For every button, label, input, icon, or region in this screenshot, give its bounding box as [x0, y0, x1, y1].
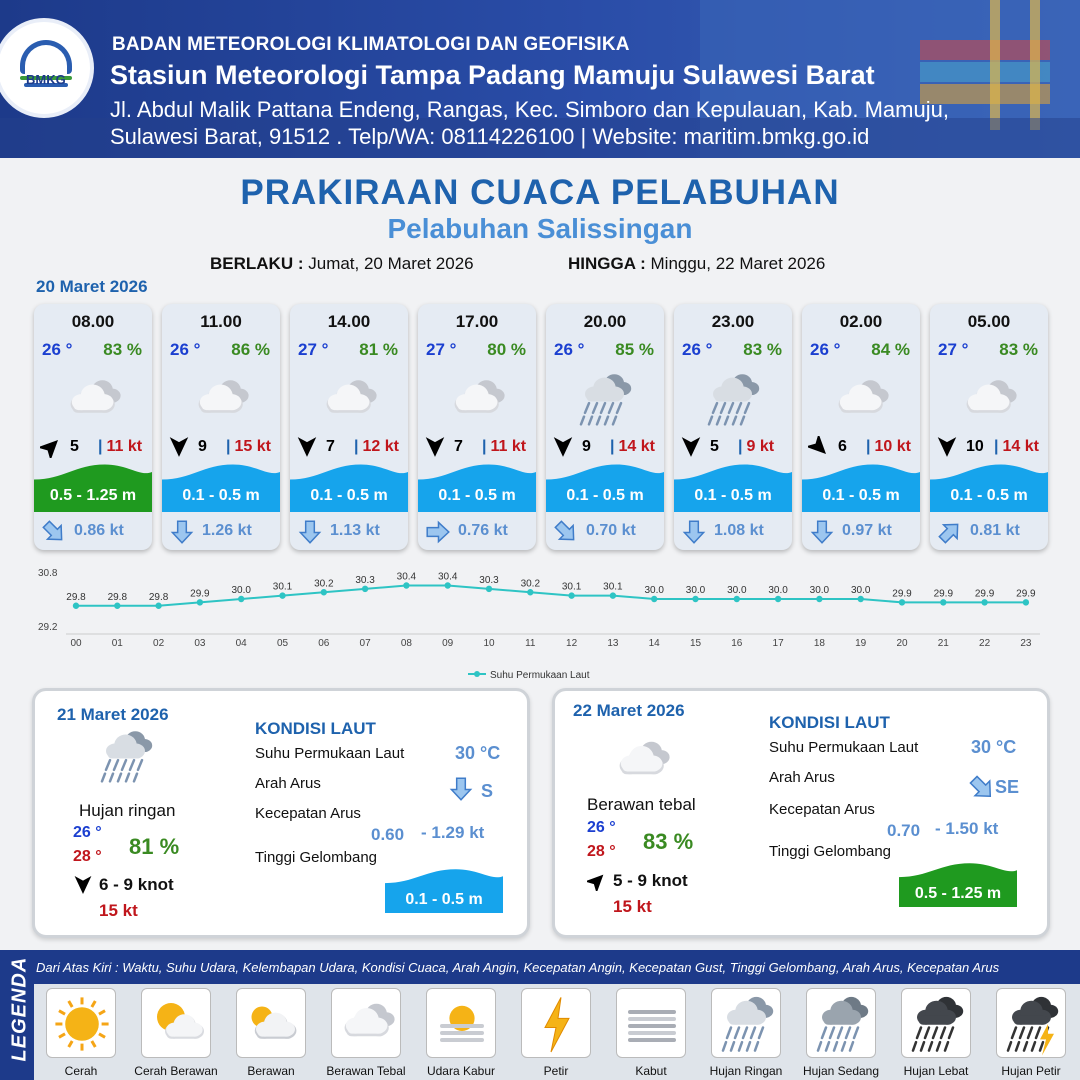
x-tick-label: 09 [442, 638, 454, 649]
current-direction-icon [298, 520, 322, 544]
cerah-berawan-icon [142, 989, 212, 1059]
hujan-lebat-legend-icon [901, 988, 971, 1058]
wind-speed-range: 5 - 9 knot [613, 871, 688, 890]
wind-speed-range: 6 - 9 knot [99, 875, 174, 894]
wind-direction-icon [424, 436, 446, 458]
wave-height: 0.1 - 0.5 m [694, 487, 772, 504]
legend-item-label: Berawan [247, 1064, 295, 1078]
current-direction-icon [426, 520, 450, 544]
current-row [418, 516, 536, 546]
humidity: 85 % [615, 340, 654, 359]
cerah-icon [47, 989, 117, 1059]
sea-condition-title: KONDISI LAUT [255, 719, 376, 738]
current-direction-icon [969, 775, 995, 801]
forecast-time: 08.00 [71, 312, 115, 331]
humidity: 86 % [231, 340, 270, 359]
current-row [546, 516, 664, 546]
temp-max: 28 ° [73, 848, 102, 865]
day1-date: 20 Maret 2026 [36, 277, 148, 296]
x-tick-label: 01 [111, 638, 123, 649]
petir-legend-icon [521, 988, 591, 1058]
current-speed-label: Kecepatan Arus [255, 805, 361, 822]
hujan-lebat-icon [902, 989, 972, 1059]
data-label: 29.9 [190, 588, 210, 600]
data-label: 30.3 [355, 574, 375, 586]
gust-speed: | 9 kt [738, 438, 775, 455]
hujan-ringan-icon [570, 368, 640, 432]
wind-direction-icon [936, 436, 958, 458]
air-temperature: 27 ° [938, 340, 969, 359]
y-tick-label: 30.8 [38, 568, 58, 579]
x-tick-label: 14 [648, 638, 660, 649]
berawan-tebal-icon [954, 368, 1024, 432]
y-tick-label: 29.2 [38, 622, 58, 633]
data-point [238, 596, 244, 602]
data-label: 29.9 [892, 588, 912, 600]
data-point [692, 596, 698, 602]
data-point [362, 586, 368, 592]
x-tick-label: 06 [318, 638, 330, 649]
data-label: 29.9 [974, 588, 995, 600]
data-label: 29.9 [1016, 588, 1036, 600]
wind-direction-icon [296, 436, 318, 458]
current-direction-icon [42, 520, 66, 544]
legend-item-label: Berawan Tebal [326, 1064, 406, 1078]
x-tick-label: 12 [566, 638, 578, 649]
current-direction-value: S [481, 781, 494, 801]
hujan-sedang-icon [807, 989, 877, 1059]
x-tick-label: 20 [896, 638, 908, 649]
x-tick-label: 15 [689, 638, 702, 649]
wind-direction-icon [680, 436, 702, 458]
wave-height-label: Tinggi Gelombang [255, 849, 378, 866]
legend-series-name: Suhu Permukaan Laut [490, 670, 590, 681]
udara-kabur-icon [427, 989, 497, 1059]
wave-height: 0.1 - 0.5 m [310, 487, 388, 504]
data-point [568, 592, 574, 598]
berawan-legend-icon [236, 988, 306, 1058]
x-tick-label: 04 [235, 638, 247, 649]
data-point [899, 599, 905, 605]
day-date: 21 Maret 2026 [57, 705, 169, 724]
sea-condition-title: KONDISI LAUT [769, 713, 890, 732]
air-temperature: 26 ° [554, 340, 585, 359]
air-temperature: 26 ° [42, 340, 73, 359]
humidity: 80 % [487, 340, 526, 359]
air-temperature: 27 ° [298, 340, 329, 359]
station-name: Stasiun Meteorologi Tampa Padang Mamuju Sulawesi Barat [110, 60, 875, 90]
data-label: 30.0 [850, 585, 871, 596]
air-temperature: 27 ° [426, 340, 457, 359]
current-row [930, 516, 1048, 546]
forecast-card [546, 304, 664, 550]
agency-name: BADAN METEOROLOGI KLIMATOLOGI DAN GEOFISIKA [112, 34, 630, 55]
current-row [802, 516, 920, 546]
berawan-tebal-icon [186, 368, 256, 432]
hujan-ringan-icon [712, 989, 782, 1059]
data-label: 30.1 [603, 581, 623, 593]
gust-speed: | 15 kt [226, 438, 271, 455]
data-point [279, 592, 285, 598]
current-speed: 0.70 kt [586, 522, 636, 539]
gust-speed: 15 kt [99, 901, 138, 920]
legend-title: LEGENDA [8, 956, 31, 1062]
wave-height: 0.1 - 0.5 m [950, 487, 1028, 504]
data-label: 29.9 [933, 588, 954, 600]
light-rain-icon [91, 725, 161, 789]
x-tick-label: 02 [153, 638, 165, 649]
current-row [162, 516, 280, 546]
current-speed-min: 0.60 [371, 825, 405, 844]
data-point [155, 603, 161, 609]
air-temperature: 26 ° [682, 340, 713, 359]
data-label: 30.2 [520, 578, 541, 590]
udara-kabur-legend-icon [426, 988, 496, 1058]
overcast-cloud-icon [607, 737, 677, 783]
hujan-petir-icon [997, 989, 1067, 1059]
current-direction-value: SE [995, 777, 1020, 797]
data-point [73, 603, 79, 609]
gust-speed: | 10 kt [866, 438, 911, 455]
wind-direction-icon [552, 436, 574, 458]
gust-speed: 15 kt [613, 897, 652, 916]
kabut-icon [617, 989, 687, 1059]
current-speed-label: Kecepatan Arus [769, 801, 875, 818]
wind-row [296, 436, 404, 460]
forecast-card [162, 304, 280, 550]
current-speed: 0.76 kt [458, 522, 508, 539]
berawan-tebal-icon [442, 368, 512, 432]
wind-row [424, 436, 532, 460]
hujan-sedang-legend-icon [806, 988, 876, 1058]
x-tick-label: 19 [855, 638, 867, 649]
forecast-time: 02.00 [839, 312, 883, 331]
day-panel-22 [552, 688, 1050, 938]
header-banner [0, 0, 1080, 158]
address-line-2: Sulawesi Barat, 91512 . Telp/WA: 08114226100 | Website: maritim.bmkg.go.id [110, 124, 870, 149]
current-speed: 0.97 kt [842, 522, 892, 539]
day-date: 22 Maret 2026 [573, 701, 685, 720]
wind-row [40, 436, 148, 460]
series-line [76, 586, 1026, 606]
valid-from: BERLAKU : Jumat, 20 Maret 2026 [210, 254, 474, 273]
x-tick-label: 21 [937, 638, 949, 649]
data-label: 30.3 [479, 574, 499, 586]
x-tick-label: 00 [70, 638, 82, 649]
sst-value: 30 °C [971, 737, 1017, 757]
current-direction-label: Arah Arus [255, 775, 321, 792]
wave-height: 0.1 - 0.5 m [822, 487, 900, 504]
humidity: 83 % [999, 340, 1038, 359]
forecast-time: 14.00 [327, 312, 371, 331]
current-direction-label: Arah Arus [769, 769, 835, 786]
wave-height: 0.1 - 0.5 m [566, 487, 644, 504]
data-label: 29.8 [148, 591, 169, 603]
forecast-card [34, 304, 152, 550]
data-label: 30.4 [396, 571, 417, 583]
data-point [610, 592, 616, 598]
data-point [940, 599, 946, 605]
hujan-ringan-icon [698, 368, 768, 432]
legend-item-label: Cerah [64, 1064, 98, 1078]
wave-height-label: Tinggi Gelombang [769, 843, 892, 860]
legend-item-label: Hujan Ringan [709, 1064, 783, 1078]
gust-speed: | 14 kt [610, 438, 655, 455]
x-tick-label: 13 [607, 638, 619, 649]
data-point [858, 596, 864, 602]
data-point [486, 586, 492, 592]
sst-label: Suhu Permukaan Laut [255, 745, 405, 762]
humidity: 83 % [643, 829, 694, 854]
legend-item-label: Udara Kabur [426, 1064, 496, 1078]
wave-height: 0.5 - 1.25 m [49, 487, 137, 504]
wind-speed: 7 [326, 438, 335, 455]
current-row [34, 516, 152, 546]
sst-value: 30 °C [455, 743, 501, 763]
current-speed: 1.26 kt [202, 522, 252, 539]
berawan-tebal-icon [826, 368, 896, 432]
wind-speed: 6 [838, 438, 847, 455]
data-label: 30.0 [685, 585, 706, 596]
current-direction-icon [810, 520, 834, 544]
berawan-icon [237, 989, 307, 1059]
forecast-time: 11.00 [200, 312, 242, 331]
temp-min: 26 ° [587, 819, 616, 836]
data-label: 30.1 [561, 581, 582, 593]
humidity: 83 % [743, 340, 782, 359]
humidity: 84 % [871, 340, 910, 359]
wind-row [936, 436, 1044, 460]
current-speed-max: - 1.50 kt [935, 819, 999, 838]
legend-swatch-marker [474, 671, 480, 677]
legend-item-label: Hujan Petir [1001, 1064, 1061, 1078]
forecast-card [418, 304, 536, 550]
wind-row [168, 436, 276, 460]
x-tick-label: 16 [731, 638, 743, 649]
data-label: 30.4 [437, 571, 458, 583]
x-tick-label: 11 [525, 638, 536, 649]
current-direction-icon [554, 520, 578, 544]
x-tick-label: 22 [979, 638, 991, 649]
wind-direction-icon [73, 875, 93, 895]
forecast-card [290, 304, 408, 550]
port-name: Pelabuhan Salissingan [387, 213, 693, 244]
x-tick-label: 08 [400, 638, 412, 649]
legend-item-label: Petir [543, 1064, 569, 1078]
address-line-1: Jl. Abdul Malik Pattana Endeng, Rangas, Kec. Simboro dan Kepulauan, Kab. Mamuju, [110, 97, 949, 122]
current-speed: 0.81 kt [970, 522, 1020, 539]
current-speed: 1.13 kt [330, 522, 380, 539]
current-speed-min: 0.70 [887, 821, 921, 840]
data-point [114, 603, 120, 609]
day-panel-21 [32, 688, 530, 938]
wind-direction-icon [808, 436, 830, 458]
wind-speed: 10 [966, 438, 984, 455]
data-point [403, 582, 409, 588]
forecast-time: 05.00 [967, 312, 1011, 331]
data-point [197, 599, 203, 605]
humidity: 81 % [359, 340, 398, 359]
humidity: 83 % [103, 340, 142, 359]
current-row [674, 516, 792, 546]
forecast-card [802, 304, 920, 550]
data-point [816, 596, 822, 602]
wave-height-value: 0.5 - 1.25 m [914, 885, 1002, 902]
x-tick-label: 05 [276, 638, 289, 649]
hujan-ringan-legend-icon [711, 988, 781, 1058]
legend-description: Dari Atas Kiri : Waktu, Suhu Udara, Kelembapan Udara, Kondisi Cuaca, Arah Angin, Kecepatan Angin, Kecepatan Gust, Tinggi Gelombang, Arah Arus, Kecepatan Arus [36, 960, 1000, 975]
data-label: 30.0 [727, 585, 747, 596]
data-label: 30.0 [231, 585, 251, 596]
wind-row [808, 436, 916, 460]
temp-min: 26 ° [73, 824, 102, 841]
wind-speed: 9 [582, 438, 591, 455]
data-point [321, 589, 327, 595]
current-speed: 0.86 kt [74, 522, 124, 539]
wind-row [552, 436, 660, 460]
sea-surface-temperature-chart [0, 560, 1080, 688]
data-label: 30.1 [272, 581, 293, 593]
weather-condition: Hujan ringan [79, 801, 176, 820]
temp-max: 28 ° [587, 843, 616, 860]
gust-speed: | 14 kt [994, 438, 1039, 455]
wind-speed: 5 [70, 438, 79, 455]
data-point [734, 596, 740, 602]
wind-direction-icon [168, 436, 190, 458]
wind-speed: 7 [454, 438, 463, 455]
wind-row [680, 436, 788, 460]
berawan-tebal-icon [332, 989, 402, 1059]
wave-height: 0.1 - 0.5 m [438, 487, 516, 504]
legend-item-label: Hujan Lebat [903, 1064, 969, 1078]
weather-condition: Berawan tebal [587, 795, 696, 814]
berawan-tebal-icon [314, 368, 384, 432]
current-direction-icon [170, 520, 194, 544]
current-direction-icon [449, 777, 473, 803]
kabut-legend-icon [616, 988, 686, 1058]
x-tick-label: 07 [359, 638, 371, 649]
petir-icon [522, 989, 592, 1059]
current-speed-max: - 1.29 kt [421, 823, 485, 842]
data-label: 30.0 [644, 585, 664, 596]
humidity: 81 % [129, 834, 180, 859]
gust-speed: | 11 kt [98, 438, 143, 455]
data-label: 30.0 [768, 585, 788, 596]
air-temperature: 26 ° [810, 340, 841, 359]
current-row [290, 516, 408, 546]
x-tick-label: 17 [772, 638, 784, 649]
x-tick-label: 03 [194, 638, 206, 649]
page-title: PRAKIRAAN CUACA PELABUHAN [240, 173, 840, 212]
wave-height: 0.1 - 0.5 m [182, 487, 260, 504]
hujan-petir-legend-icon [996, 988, 1066, 1058]
gust-speed: | 12 kt [354, 438, 399, 455]
cerah-berawan-legend-icon [141, 988, 211, 1058]
sst-label: Suhu Permukaan Laut [769, 739, 919, 756]
current-speed: 1.08 kt [714, 522, 764, 539]
data-label: 30.0 [809, 585, 830, 596]
data-label: 30.2 [314, 578, 334, 590]
legend-item-label: Kabut [635, 1064, 667, 1078]
data-label: 29.8 [107, 591, 128, 603]
cerah-legend-icon [46, 988, 116, 1058]
data-point [1023, 599, 1029, 605]
air-temperature: 26 ° [170, 340, 201, 359]
x-tick-label: 18 [813, 638, 825, 649]
wind-speed: 9 [198, 438, 207, 455]
data-point [527, 589, 533, 595]
legend-section [0, 950, 1080, 1080]
forecast-time: 20.00 [583, 312, 627, 331]
data-point [981, 599, 987, 605]
valid-to: HINGGA : Minggu, 22 Maret 2026 [568, 254, 826, 273]
x-tick-label: 10 [483, 638, 495, 649]
logo-text: BMKG [26, 72, 66, 87]
forecast-card [674, 304, 792, 550]
wind-direction-icon [40, 436, 62, 458]
legend-item-label: Hujan Sedang [802, 1064, 880, 1078]
forecast-time: 17.00 [455, 312, 499, 331]
legend-item-label: Cerah Berawan [134, 1064, 218, 1078]
wind-direction-icon [587, 871, 607, 891]
current-direction-icon [938, 520, 962, 544]
gust-speed: | 11 kt [482, 438, 527, 455]
wave-height-value: 0.1 - 0.5 m [405, 891, 483, 908]
current-direction-icon [682, 520, 706, 544]
forecast-card [930, 304, 1048, 550]
data-point [775, 596, 781, 602]
berawan-tebal-icon [58, 368, 128, 432]
data-label: 29.8 [66, 591, 86, 603]
wind-speed: 5 [710, 438, 719, 455]
data-point [651, 596, 657, 602]
x-tick-label: 23 [1020, 638, 1032, 649]
forecast-time: 23.00 [711, 312, 755, 331]
data-point [445, 582, 451, 588]
berawan-tebal-legend-icon [331, 988, 401, 1058]
